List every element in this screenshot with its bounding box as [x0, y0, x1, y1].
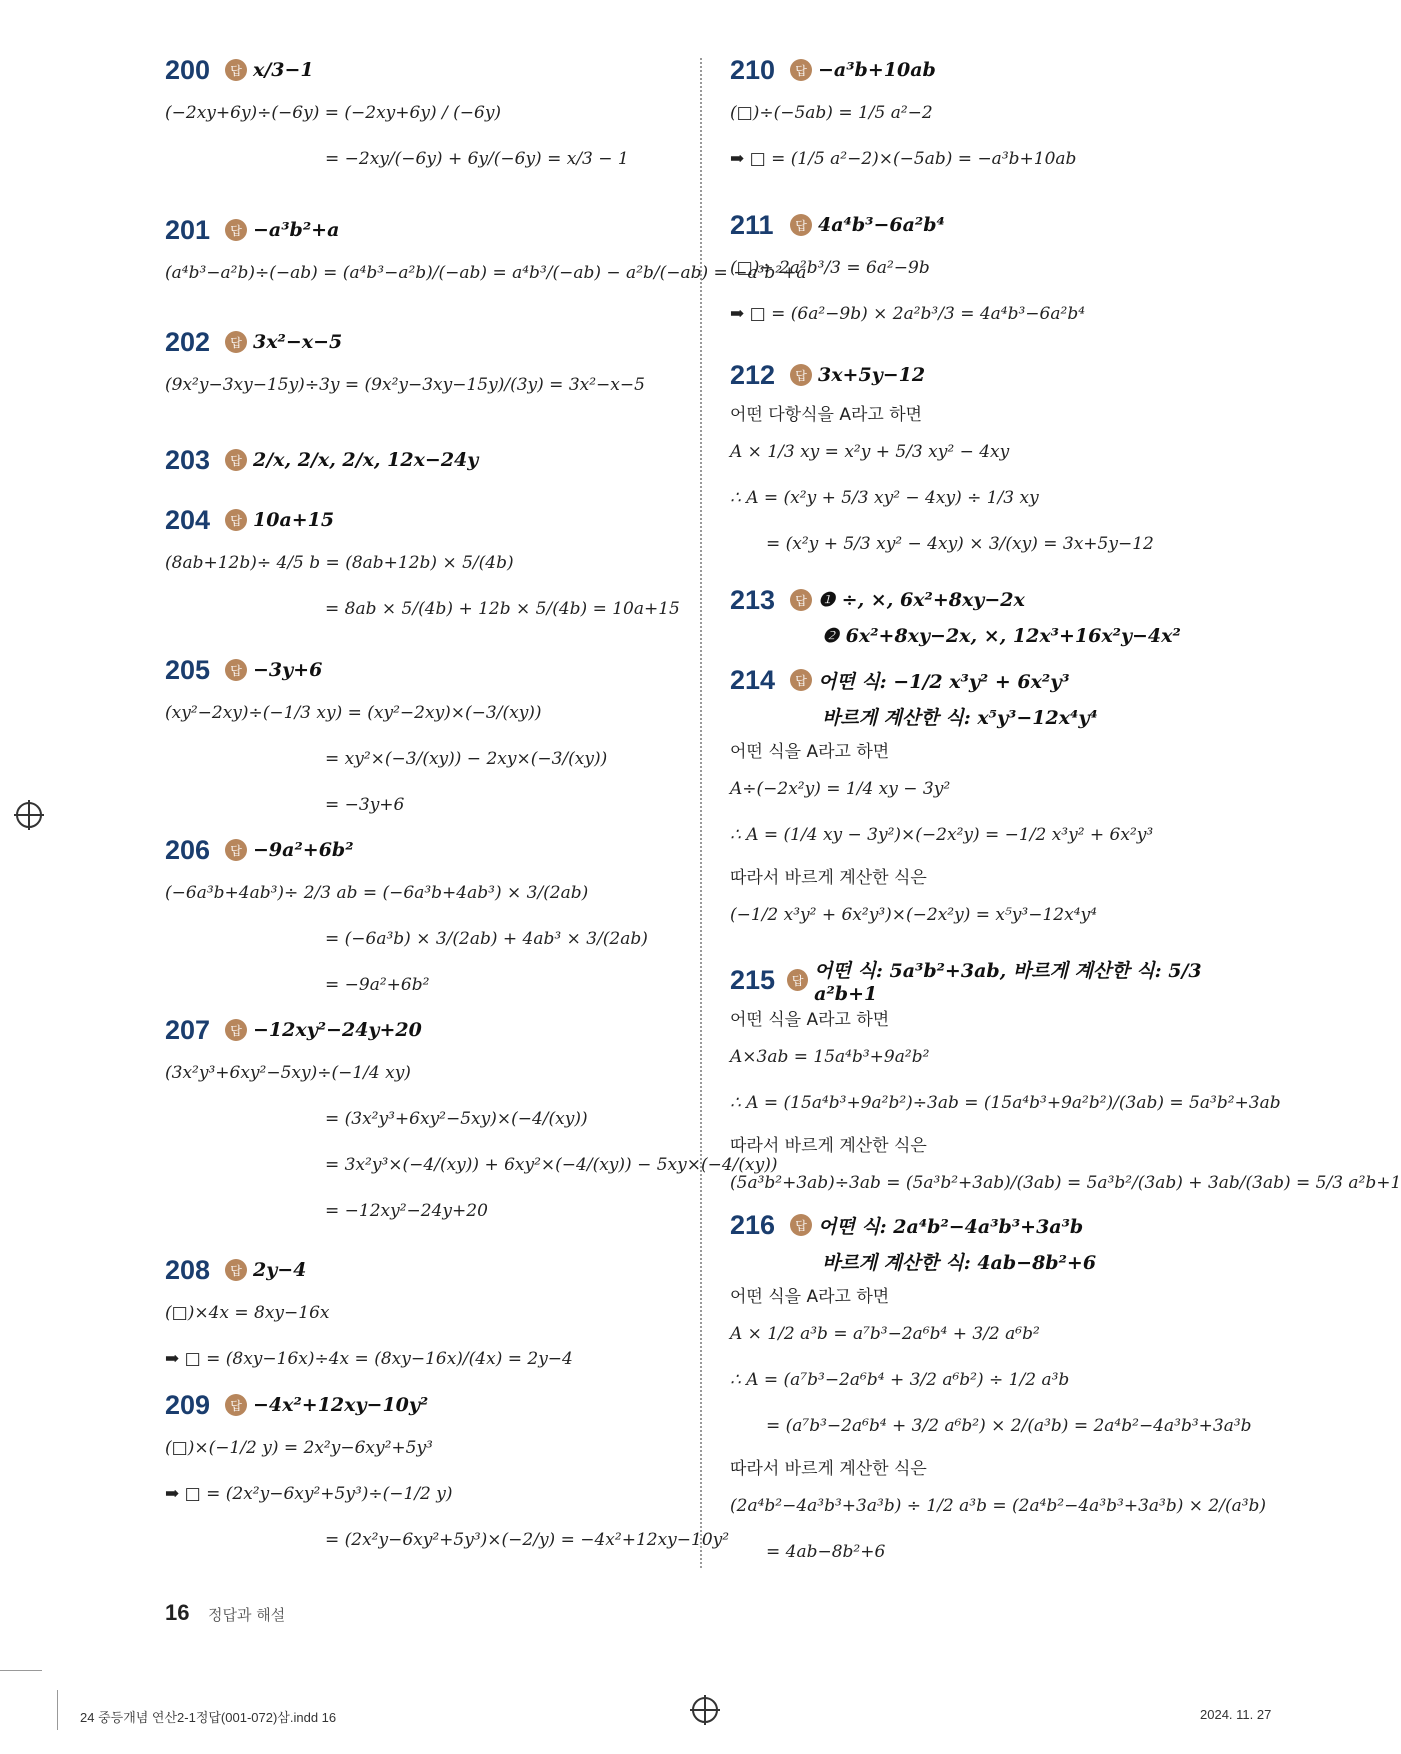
answer-text: −12xy²−24y+20: [253, 1019, 422, 1041]
solution-line: (□)×4x = 8xy−16x: [165, 1303, 330, 1323]
solution-line: = 8ab × 5/(4b) + 12b × 5/(4b) = 10a+15: [325, 599, 680, 619]
problem-header: [165, 210, 695, 250]
answer-text: −a³b+10ab: [818, 59, 936, 81]
problem-number: 212: [730, 359, 776, 390]
problem-header: [165, 1010, 695, 1050]
answer-text: 어떤 식: 5a³b²+3ab, 바르게 계산한 식: 5/3 a²b+1: [814, 959, 1202, 1005]
solution-line: (−1/2 x³y² + 6x²y³)×(−2x²y) = x⁵y³−12x⁴y⁴: [730, 905, 1097, 925]
problem-216: [730, 1205, 1267, 1575]
answer-text: −a³b²+a: [253, 219, 340, 241]
problem-number: 204: [165, 504, 211, 535]
problem-215: [730, 959, 1401, 1206]
problem-205: [165, 650, 695, 828]
problem-header: [730, 50, 1250, 90]
problem-header: [730, 355, 1250, 395]
problem-header: [730, 580, 1250, 620]
solution-line: = (−6a³b) × 3/(2ab) + 4ab³ × 3/(2ab): [325, 929, 648, 949]
crop-mark: [0, 1670, 42, 1671]
problem-212: [730, 355, 1250, 567]
solution-line: = (a⁷b³−2a⁶b⁴ + 3/2 a⁶b²) × 2/(a³b) = 2a⁴b²−4a³b³+3a³b: [766, 1416, 1252, 1436]
answer-text: 4a⁴b³−6a²b⁴: [818, 214, 945, 236]
solution-line: (8ab+12b)÷ 4/5 b = (8ab+12b) × 5/(4b): [165, 553, 514, 573]
solution-line: 따라서 바르게 계산한 식은: [730, 1135, 927, 1156]
problem-number: 205: [165, 654, 211, 685]
solution-line: (−2xy+6y)÷(−6y) = (−2xy+6y) / (−6y): [165, 103, 502, 123]
problem-number: 210: [730, 54, 776, 85]
answer-badge-icon: 답: [790, 669, 812, 691]
solution-line: = −9a²+6b²: [325, 975, 430, 995]
solution-line: (xy²−2xy)÷(−1/3 xy) = (xy²−2xy)×(−3/(xy)): [165, 703, 542, 723]
solution-line: = 4ab−8b²+6: [766, 1542, 886, 1562]
problem-header: [165, 1385, 695, 1425]
problem-header: [165, 650, 695, 690]
solution-line: = (2x²y−6xy²+5y³)×(−2/y) = −4x²+12xy−10y²: [325, 1530, 730, 1550]
solution-line: A÷(−2x²y) = 1/4 xy − 3y²: [730, 779, 951, 799]
solution-line: (2a⁴b²−4a³b³+3a³b) ÷ 1/2 a³b = (2a⁴b²−4a³b³+3a³b) × 2/(a³b): [730, 1496, 1267, 1516]
solution-line: A × 1/3 xy = x²y + 5/3 xy² − 4xy: [730, 442, 1010, 462]
answer-badge-icon: 답: [790, 214, 812, 236]
answer-text: 10a+15: [253, 509, 335, 531]
answer-text: −9a²+6b²: [253, 839, 354, 861]
solution-line: 어떤 식을 A라고 하면: [730, 1286, 890, 1307]
problem-209: [165, 1385, 730, 1563]
problem-210: [730, 50, 1250, 182]
problem-header: [165, 1250, 695, 1290]
solution-line: = −12xy²−24y+20: [325, 1201, 488, 1221]
problem-number: 201: [165, 214, 211, 245]
slug-date: 2024. 11. 27: [1200, 1707, 1272, 1722]
solution-line: ∴ A = (15a⁴b³+9a²b²)÷3ab = (15a⁴b³+9a²b²)/(3ab) = 5a³b²+3ab: [730, 1093, 1281, 1113]
problem-200: [165, 50, 695, 182]
solution-line: (a⁴b³−a²b)÷(−ab) = (a⁴b³−a²b)/(−ab) = a⁴b³/(−ab) − a²b/(−ab) = −a³b²+a: [165, 263, 807, 283]
answer-badge-icon: 답: [225, 659, 247, 681]
solution-line: = (x²y + 5/3 xy² − 4xy) × 3/(xy) = 3x+5y−12: [766, 534, 1154, 554]
answer-text: 3x²−x−5: [253, 331, 343, 353]
registration-mark-icon: [692, 1697, 718, 1723]
solution-line: 따라서 바르게 계산한 식은: [730, 867, 927, 888]
solution-line: ∴ A = (a⁷b³−2a⁶b⁴ + 3/2 a⁶b²) ÷ 1/2 a³b: [730, 1370, 1070, 1390]
solution-line: ➡ □ = (2x²y−6xy²+5y³)÷(−1/2 y): [165, 1484, 453, 1504]
answer-badge-icon: 답: [790, 1214, 812, 1236]
solution-line: (−6a³b+4ab³)÷ 2/3 ab = (−6a³b+4ab³) × 3/(2ab): [165, 883, 589, 903]
problem-203: [165, 440, 695, 480]
solution-line: = (3x²y³+6xy²−5xy)×(−4/(xy)): [325, 1109, 588, 1129]
problem-header: [165, 440, 695, 480]
answer-text: −3y+6: [253, 659, 323, 681]
problem-header: [165, 322, 695, 362]
solution-line: (9x²y−3xy−15y)÷3y = (9x²y−3xy−15y)/(3y) = 3x²−x−5: [165, 375, 645, 395]
solution-line: ➡ □ = (6a²−9b) × 2a²b³/3 = 4a⁴b³−6a²b⁴: [730, 304, 1086, 324]
solution-line: = 3x²y³×(−4/(xy)) + 6xy²×(−4/(xy)) − 5xy×(−4/(xy)): [325, 1155, 778, 1175]
page-number: 16: [165, 1600, 190, 1625]
problem-header: [730, 660, 1250, 700]
problem-header: [730, 1205, 1250, 1245]
solution-line: ∴ A = (x²y + 5/3 xy² − 4xy) ÷ 1/3 xy: [730, 488, 1039, 508]
problem-header: [165, 50, 695, 90]
page-label: 정답과 해설: [208, 1606, 286, 1624]
crop-mark: [57, 1690, 58, 1730]
answer-badge-icon: 답: [225, 509, 247, 531]
problem-number: 207: [165, 1014, 211, 1045]
problem-number: 214: [730, 664, 776, 695]
problem-number: 203: [165, 444, 211, 475]
problem-number: 216: [730, 1209, 776, 1240]
solution-line: A × 1/2 a³b = a⁷b³−2a⁶b⁴ + 3/2 a⁶b²: [730, 1324, 1040, 1344]
answer-badge-icon: 답: [225, 1019, 247, 1041]
solution-line: 어떤 식을 A라고 하면: [730, 1009, 890, 1030]
answer-text: ❶ ÷, ×, 6x²+8xy−2x: [818, 589, 1025, 611]
problem-number: 200: [165, 54, 211, 85]
answer-text: 어떤 식: −1/2 x³y² + 6x²y³: [818, 670, 1070, 693]
solution-line: (3x²y³+6xy²−5xy)÷(−1/4 xy): [165, 1063, 411, 1083]
answer-badge-icon: 답: [225, 219, 247, 241]
solution-line: 어떤 식을 A라고 하면: [730, 741, 890, 762]
answer-badge-icon: 답: [790, 364, 812, 386]
solution-line: ➡ □ = (8xy−16x)÷4x = (8xy−16x)/(4x) = 2y−4: [165, 1349, 573, 1369]
answer-badge-icon: 답: [790, 59, 812, 81]
problem-202: [165, 322, 695, 408]
problem-208: [165, 1250, 695, 1382]
answer-badge-icon: 답: [225, 839, 247, 861]
problem-header: [730, 959, 1250, 1005]
solution-line: A×3ab = 15a⁴b³+9a²b²: [730, 1047, 930, 1067]
problem-number: 202: [165, 326, 211, 357]
problem-number: 211: [730, 209, 774, 240]
answer-badge-icon: 답: [225, 59, 247, 81]
answer-text: 2y−4: [253, 1259, 307, 1281]
solution-line: ➡ □ = (1/5 a²−2)×(−5ab) = −a³b+10ab: [730, 149, 1077, 169]
answer-text: 어떤 식: 2a⁴b²−4a³b³+3a³b: [818, 1215, 1084, 1238]
solution-line: (□)×(−1/2 y) = 2x²y−6xy²+5y³: [165, 1438, 433, 1458]
answer-text-secondary: 바르게 계산한 식: x⁵y³−12x⁴y⁴: [822, 706, 1098, 729]
solution-line: = xy²×(−3/(xy)) − 2xy×(−3/(xy)): [325, 749, 608, 769]
answer-text-secondary: ❷ 6x²+8xy−2x, ×, 12x³+16x²y−4x²: [822, 625, 1181, 647]
solution-line: 따라서 바르게 계산한 식은: [730, 1458, 927, 1479]
problem-204: [165, 500, 695, 632]
problem-211: [730, 205, 1250, 337]
problem-214: [730, 660, 1250, 938]
solution-line: (□)÷(−5ab) = 1/5 a²−2: [730, 103, 933, 123]
slug-file: 24 중등개념 연산2-1정답(001-072)삼.indd 16: [80, 1710, 337, 1725]
problem-206: [165, 830, 695, 1008]
problem-213: [730, 580, 1250, 652]
solution-line: = −3y+6: [325, 795, 405, 815]
problem-number: 213: [730, 584, 776, 615]
answer-text-secondary: 바르게 계산한 식: 4ab−8b²+6: [822, 1251, 1097, 1274]
problem-number: 208: [165, 1254, 211, 1285]
column-divider: [700, 58, 702, 1568]
solution-line: ∴ A = (1/4 xy − 3y²)×(−2x²y) = −1/2 x³y² + 6x²y³: [730, 825, 1154, 845]
answer-badge-icon: 답: [225, 331, 247, 353]
answer-text: 3x+5y−12: [818, 364, 926, 386]
answer-badge-icon: 답: [225, 1259, 247, 1281]
answer-badge-icon: 답: [790, 589, 812, 611]
problem-number: 215: [730, 964, 776, 995]
solution-line: 어떤 다항식을 A라고 하면: [730, 404, 923, 425]
answer-text: −4x²+12xy−10y²: [253, 1394, 429, 1416]
registration-mark-icon: [16, 802, 42, 828]
problem-header: [165, 500, 695, 540]
answer-badge-icon: 답: [225, 449, 247, 471]
problem-number: 206: [165, 834, 211, 865]
problem-header: [730, 205, 1250, 245]
solution-line: = −2xy/(−6y) + 6y/(−6y) = x/3 − 1: [325, 149, 629, 169]
solution-line: (5a³b²+3ab)÷3ab = (5a³b²+3ab)/(3ab) = 5a³b²/(3ab) + 3ab/(3ab) = 5/3 a²b+1: [730, 1173, 1401, 1193]
answer-badge-icon: 답: [787, 969, 808, 991]
problem-header: [165, 830, 695, 870]
solution-line: (□)÷ 2a²b³/3 = 6a²−9b: [730, 258, 930, 278]
answer-text: 2/x, 2/x, 2/x, 12x−24y: [253, 449, 479, 471]
answer-badge-icon: 답: [225, 1394, 247, 1416]
answer-text: x/3−1: [253, 59, 314, 81]
problem-number: 209: [165, 1389, 211, 1420]
